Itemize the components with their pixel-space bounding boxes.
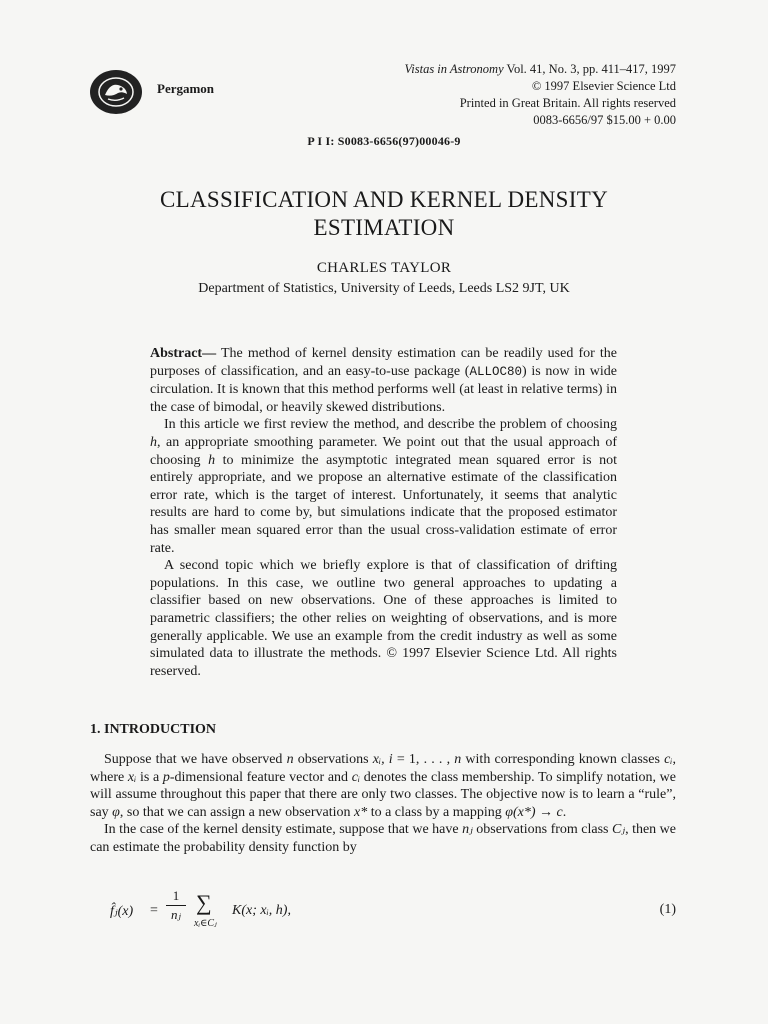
body-text: is a — [136, 769, 163, 785]
volume-info: Vol. 41, No. 3, pp. 411–417, 1997 — [503, 62, 676, 76]
math-symbol: cᵢ — [664, 752, 673, 767]
publisher-name: Pergamon — [157, 81, 215, 96]
equation-rhs: K(x; xᵢ, h), — [232, 903, 291, 918]
math-symbol: p — [162, 769, 170, 785]
body-text: In the case of the kernel density estimate, suppose that we have — [104, 822, 463, 838]
author-name: CHARLES TAYLOR — [316, 260, 452, 276]
abstract-label: Abstract— — [150, 346, 217, 361]
citation-block — [405, 61, 676, 129]
body-text: . — [562, 804, 567, 820]
section-body — [90, 751, 676, 857]
summation-subscript: xᵢ∈Cⱼ — [194, 918, 217, 929]
math-symbol: xᵢ, i — [372, 752, 393, 767]
body-text: to a class by a mapping — [367, 804, 506, 820]
abstract-text: to minimize the asymptotic integrated mean squared error is not entirely appropriate, and we propose an alternative estimate of the classification error rate, which is the target of interest. Unfortunately, it seems that analytic results are hard to come by, but simulations indicate that the proposed estimator has smaller mean squared error than the usual cross-validation estimate of error rate. — [150, 452, 617, 556]
publisher-emblem-icon — [96, 75, 136, 109]
paper-title — [100, 186, 668, 242]
body-text: observations — [293, 752, 373, 767]
title-line-2: ESTIMATION — [313, 215, 455, 240]
package-name: ALLOC80 — [469, 364, 522, 379]
pii-identifier: P I I: S0083-6656(97)00046-9 — [307, 134, 461, 148]
equation-equals: = — [150, 903, 158, 918]
fraction-numerator: 1 — [172, 888, 180, 903]
fraction-denominator: nⱼ — [171, 907, 181, 922]
body-text: with corresponding known classes — [461, 752, 665, 767]
equation-1 — [110, 888, 676, 938]
body-paragraph-2 — [90, 821, 676, 856]
body-text: , then we can estimate the probability density function by — [90, 822, 676, 855]
abstract-text: ) is now in wide circulation. It is known that this method performs well (at least in relative terms) in the case of bimodal, or heavily skewed distributions. — [150, 363, 617, 415]
body-paragraph-1 — [90, 751, 676, 821]
body-text: → — [535, 804, 557, 820]
fraction-bar — [166, 905, 186, 906]
body-text: -dimensional feature vector and — [169, 769, 352, 785]
abstract-text: The method of kernel density estimation can be readily used for the purposes of classification, and an easy-to-use package ( — [150, 346, 617, 379]
body-text: = 1, . . . , — [392, 752, 455, 767]
body-text: denotes the class membership. To simplify notation, we will assume throughout this paper that there are only two classes. The objective now is to learn a “rule”, say — [90, 769, 676, 820]
math-symbol: c — [556, 804, 563, 820]
body-text: Suppose that we have observed — [104, 752, 287, 767]
abstract — [150, 345, 617, 680]
printed-line: Printed in Great Britain. All rights reserved — [459, 96, 676, 110]
math-symbol: cᵢ — [351, 769, 361, 785]
math-symbol: n — [286, 752, 294, 767]
math-symbol: x* — [353, 804, 368, 820]
equation-lhs: f̂ⱼ(x) — [110, 904, 134, 919]
abstract-text: , an appropriate smoothing parameter. We point out that the usual approach of choosing — [150, 434, 617, 468]
abstract-text: In this article we first review the method, and describe the problem of choosing — [164, 417, 617, 433]
math-symbol: Cⱼ — [612, 822, 626, 838]
abstract-paragraph-2 — [150, 416, 617, 557]
author-affiliation: Department of Statistics, University of Leeds, Leeds LS2 9JT, UK — [198, 281, 570, 296]
journal-line — [405, 61, 676, 78]
title-line-1: CLASSIFICATION AND KERNEL DENSITY — [160, 187, 608, 212]
math-symbol: h — [208, 452, 216, 468]
body-text: observations from class — [472, 822, 613, 838]
math-symbol: nⱼ — [462, 822, 473, 838]
abstract-paragraph-1 — [150, 345, 617, 416]
journal-name: Vistas in Astronomy — [404, 62, 504, 76]
body-text: , so that we can assign a new observation — [119, 804, 354, 820]
price-line: 0083-6656/97 $15.00 + 0.00 — [533, 113, 676, 127]
math-symbol: h — [150, 434, 157, 450]
body-text: , where — [90, 752, 677, 785]
math-symbol: xᵢ — [127, 769, 137, 785]
pergamon-logo — [90, 70, 142, 114]
math-symbol: φ(x*) — [505, 804, 536, 820]
copyright-line: © 1997 Elsevier Science Ltd — [531, 79, 676, 93]
math-symbol: n — [454, 752, 462, 767]
summation-symbol: ∑ — [196, 890, 212, 915]
equation-fraction — [166, 888, 186, 923]
section-heading: 1. INTRODUCTION — [90, 722, 217, 737]
equation-number: (1) — [659, 902, 676, 917]
math-symbol: φ — [112, 804, 120, 820]
abstract-paragraph-3: A second topic which we briefly explore is that of classification of drifting populations. In this case, we outline two general approaches to updating a classifier based on new observations. One of these approaches is limited to parametric classifiers; the other relies on weighting of observations, and is more generally applicable. We use an example from the credit industry as well as some simulated data to illustrate the methods. © 1997 Elsevier Science Ltd. All rights reserved. — [150, 558, 617, 679]
